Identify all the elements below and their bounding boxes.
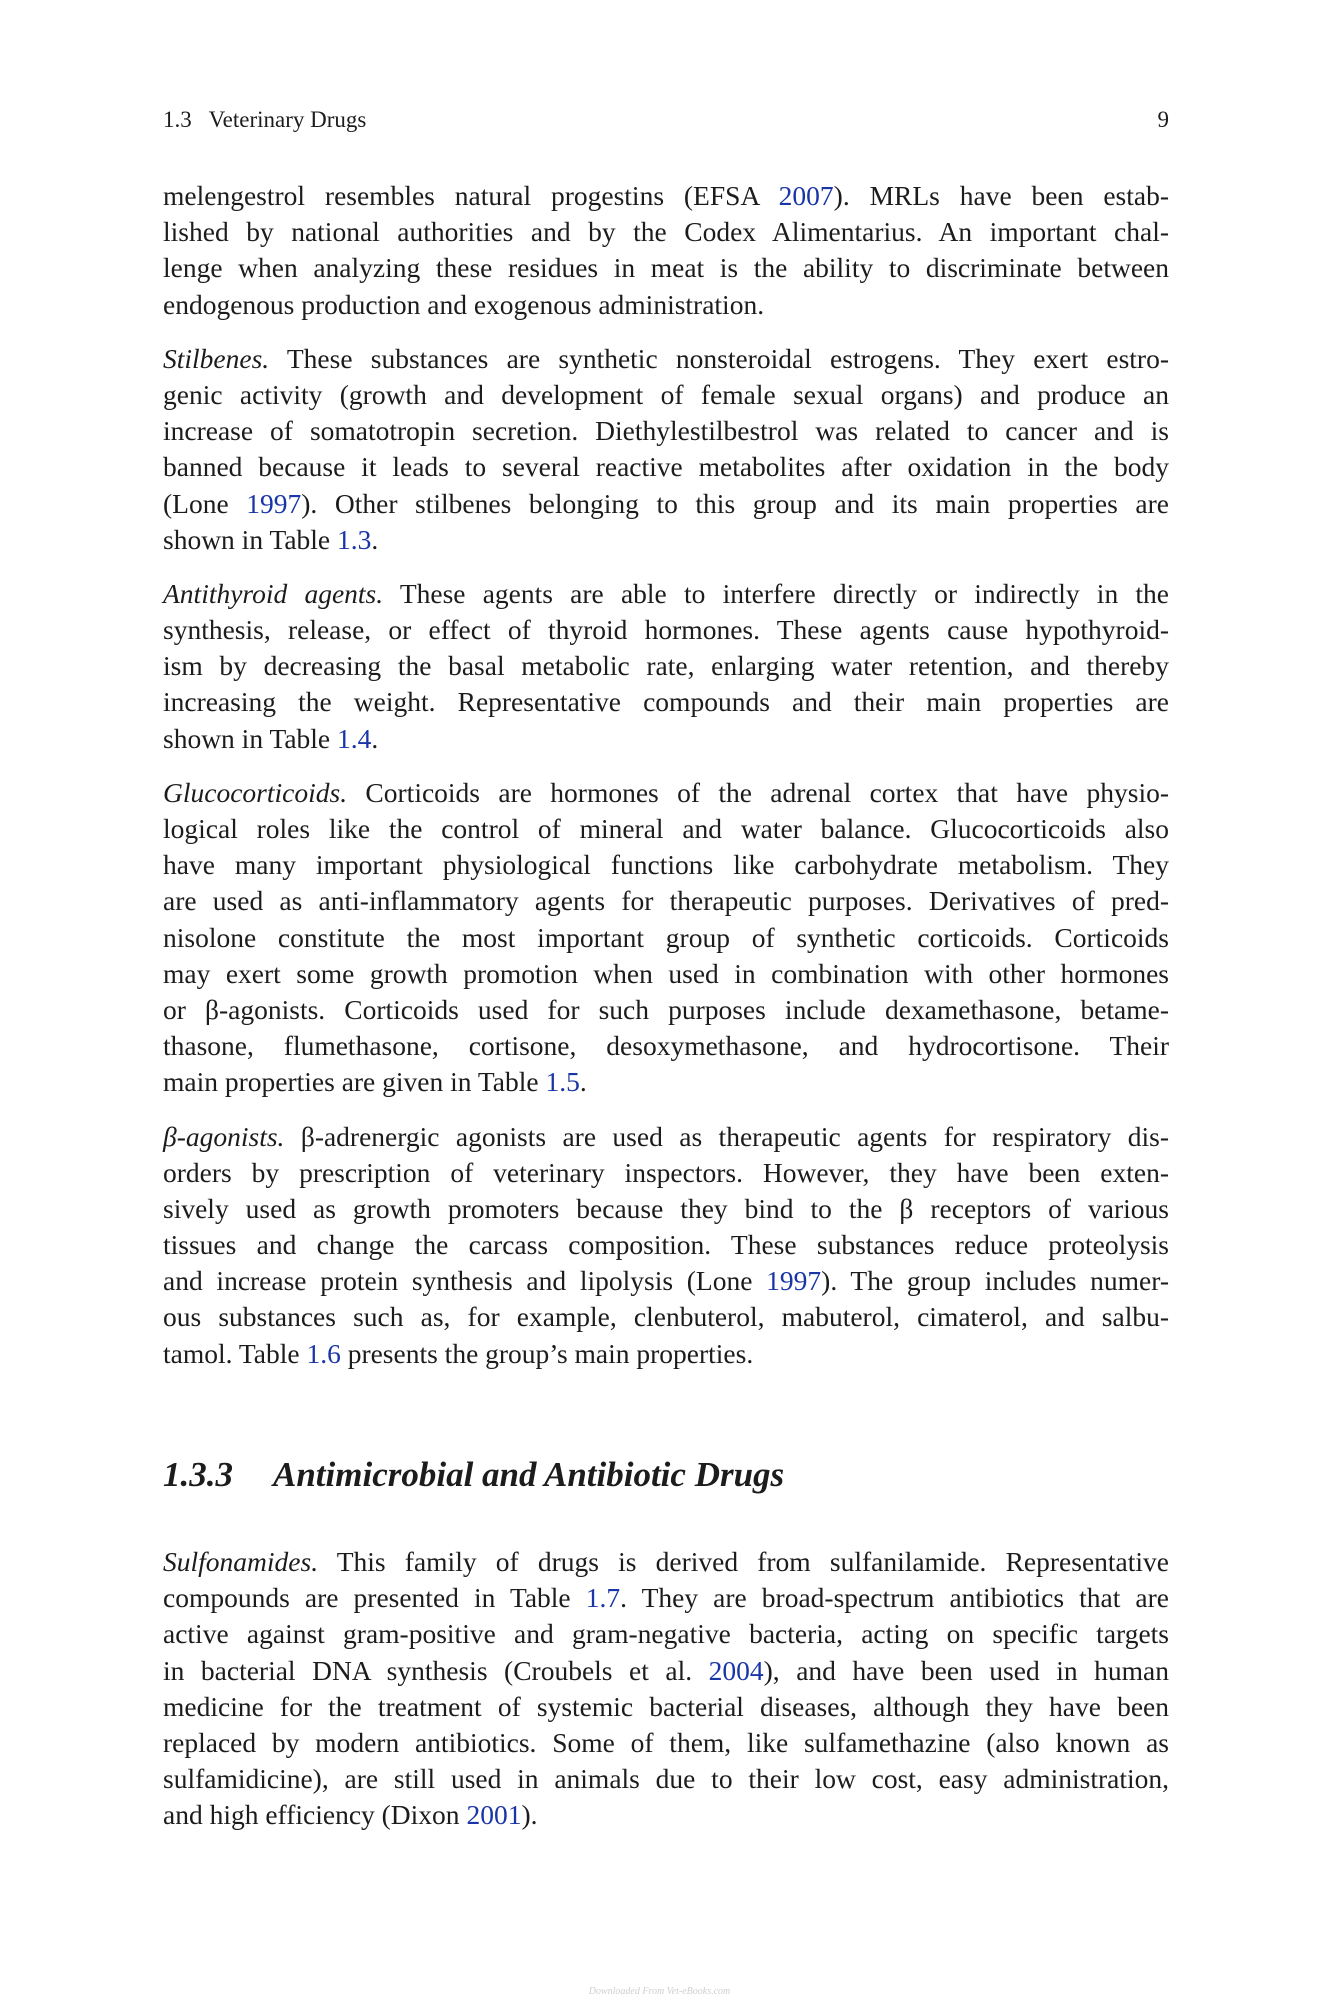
section-heading: [163, 1451, 784, 1499]
running-header-section: 1.3 Veterinary Drugs: [163, 107, 367, 132]
table-reference-link[interactable]: 1.3: [337, 523, 372, 555]
text-line: Glucocorticoids. Corticoids are hormones of the adrenal cortex that have physio-: [163, 776, 1169, 808]
text-line: melengestrol resembles natural progestins (EFSA 2007). MRLs have been estab-: [163, 180, 1169, 211]
text-line: endogenous production and exogenous administration.: [163, 288, 765, 320]
text-line: tamol. Table 1.6 presents the group’s main properties.: [163, 1337, 754, 1369]
text-line: genic activity (growth and development of female sexual organs) and produce an: [163, 378, 1169, 410]
paragraph-sulfonamides: [163, 1544, 1169, 1834]
text-line: ous substances such as, for example, clenbuterol, mabuterol, cimaterol, and salbu-: [163, 1301, 1169, 1333]
text-line: main properties are given in Table 1.5.: [163, 1066, 587, 1098]
paragraph-term: Antithyroid agents.: [163, 577, 384, 609]
paragraph-term: Glucocorticoids.: [163, 776, 348, 808]
text-line: replaced by modern antibiotics. Some of them, like sulfamethazine (also known as: [163, 1726, 1169, 1758]
text-line: thasone, flumethasone, cortisone, desoxymethasone, and hydrocortisone. Their: [163, 1030, 1169, 1062]
text-line: sulfamidicine), are still used in animals due to their low cost, easy administration,: [163, 1763, 1169, 1795]
text-line: orders by prescription of veterinary inspectors. However, they have been exten-: [163, 1156, 1169, 1188]
table-reference-link[interactable]: 1.4: [337, 722, 372, 754]
text-line: or β-agonists. Corticoids used for such purposes include dexamethasone, betame-: [163, 993, 1169, 1025]
text-line: increase of somatotropin secretion. Diethylestilbestrol was related to cancer and is: [163, 415, 1169, 447]
text-line: nisolone constitute the most important group of synthetic corticoids. Corticoids: [163, 921, 1169, 953]
text-line: Antithyroid agents. These agents are able to interfere directly or indirectly in the: [163, 577, 1169, 609]
download-watermark: Downloaded From Vet-eBooks.com: [588, 1986, 731, 1997]
text-line: and increase protein synthesis and lipolysis (Lone 1997). The group includes numer-: [163, 1265, 1169, 1297]
body-text-section-1-3-3: [163, 1544, 1169, 1834]
text-line: have many important physiological functions like carbohydrate metabolism. They: [163, 849, 1169, 881]
text-line: lenge when analyzing these residues in meat is the ability to discriminate between: [163, 252, 1169, 284]
paragraph-glucocorticoids: [163, 775, 1169, 1101]
running-header: [163, 104, 1169, 136]
paragraph-term: Stilbenes.: [163, 342, 270, 374]
citation-link[interactable]: 1997: [766, 1265, 822, 1297]
text-line: β-agonists. β-adrenergic agonists are used as therapeutic agents for respiratory dis-: [163, 1120, 1169, 1152]
text-line: tissues and change the carcass composition. These substances reduce proteolysis: [163, 1229, 1169, 1261]
text-line: (Lone 1997). Other stilbenes belonging to this group and its main properties are: [163, 487, 1169, 519]
text-line: synthesis, release, or effect of thyroid hormones. These agents cause hypothyroid-: [163, 614, 1169, 646]
citation-link[interactable]: 2001: [466, 1799, 522, 1831]
text-line: ism by decreasing the basal metabolic rate, enlarging water retention, and thereby: [163, 650, 1169, 682]
text-line: in bacterial DNA synthesis (Croubels et al. 2004), and have been used in human: [163, 1654, 1169, 1686]
text-line: may exert some growth promotion when used in combination with other hormones: [163, 957, 1169, 989]
table-reference-link[interactable]: 1.7: [585, 1582, 621, 1614]
table-reference-link[interactable]: 1.5: [545, 1066, 580, 1098]
text-line: Stilbenes. These substances are synthetic nonsteroidal estrogens. They exert estro-: [163, 342, 1169, 374]
text-line: lished by national authorities and by the Codex Alimentarius. An important chal-: [163, 216, 1169, 248]
text-line: increasing the weight. Representative compounds and their main properties are: [163, 686, 1169, 718]
text-line: logical roles like the control of mineral and water balance. Glucocorticoids also: [163, 813, 1169, 844]
body-text: [163, 178, 1169, 1372]
text-line: shown in Table 1.4.: [163, 722, 379, 754]
text-line: are used as anti-inflammatory agents for therapeutic purposes. Derivatives of pred-: [163, 885, 1169, 917]
citation-link[interactable]: 1997: [246, 487, 302, 519]
text-line: medicine for the treatment of systemic bacterial diseases, although they have been: [163, 1690, 1169, 1722]
text-line: active against gram-positive and gram-negative bacteria, acting on specific targets: [163, 1618, 1169, 1650]
text-line: and high efficiency (Dixon 2001).: [163, 1799, 538, 1831]
text-line: sively used as growth promoters because they bind to the β receptors of various: [163, 1192, 1169, 1224]
citation-link[interactable]: 2007: [778, 180, 834, 211]
section-title: Antimicrobial and Antibiotic Drugs: [273, 1455, 785, 1494]
paragraph-melengestrol: [163, 178, 1169, 323]
page-number: 9: [1157, 107, 1169, 132]
paragraph-term: Sulfonamides.: [163, 1546, 319, 1577]
paragraph-beta-agonists: [163, 1119, 1169, 1372]
paragraph-stilbenes: [163, 341, 1169, 558]
text-line: shown in Table 1.3.: [163, 523, 379, 555]
paragraph-antithyroid-agents: [163, 576, 1169, 757]
paragraph-term: β-agonists.: [163, 1120, 285, 1152]
section-number: 1.3.3: [163, 1455, 233, 1494]
citation-link[interactable]: 2004: [708, 1654, 764, 1686]
text-line: compounds are presented in Table 1.7. They are broad-spectrum antibiotics that are: [163, 1582, 1169, 1614]
table-reference-link[interactable]: 1.6: [306, 1337, 341, 1369]
text-line: Sulfonamides. This family of drugs is derived from sulfanilamide. Representative: [163, 1546, 1169, 1577]
text-line: banned because it leads to several reactive metabolites after oxidation in the body: [163, 451, 1169, 483]
